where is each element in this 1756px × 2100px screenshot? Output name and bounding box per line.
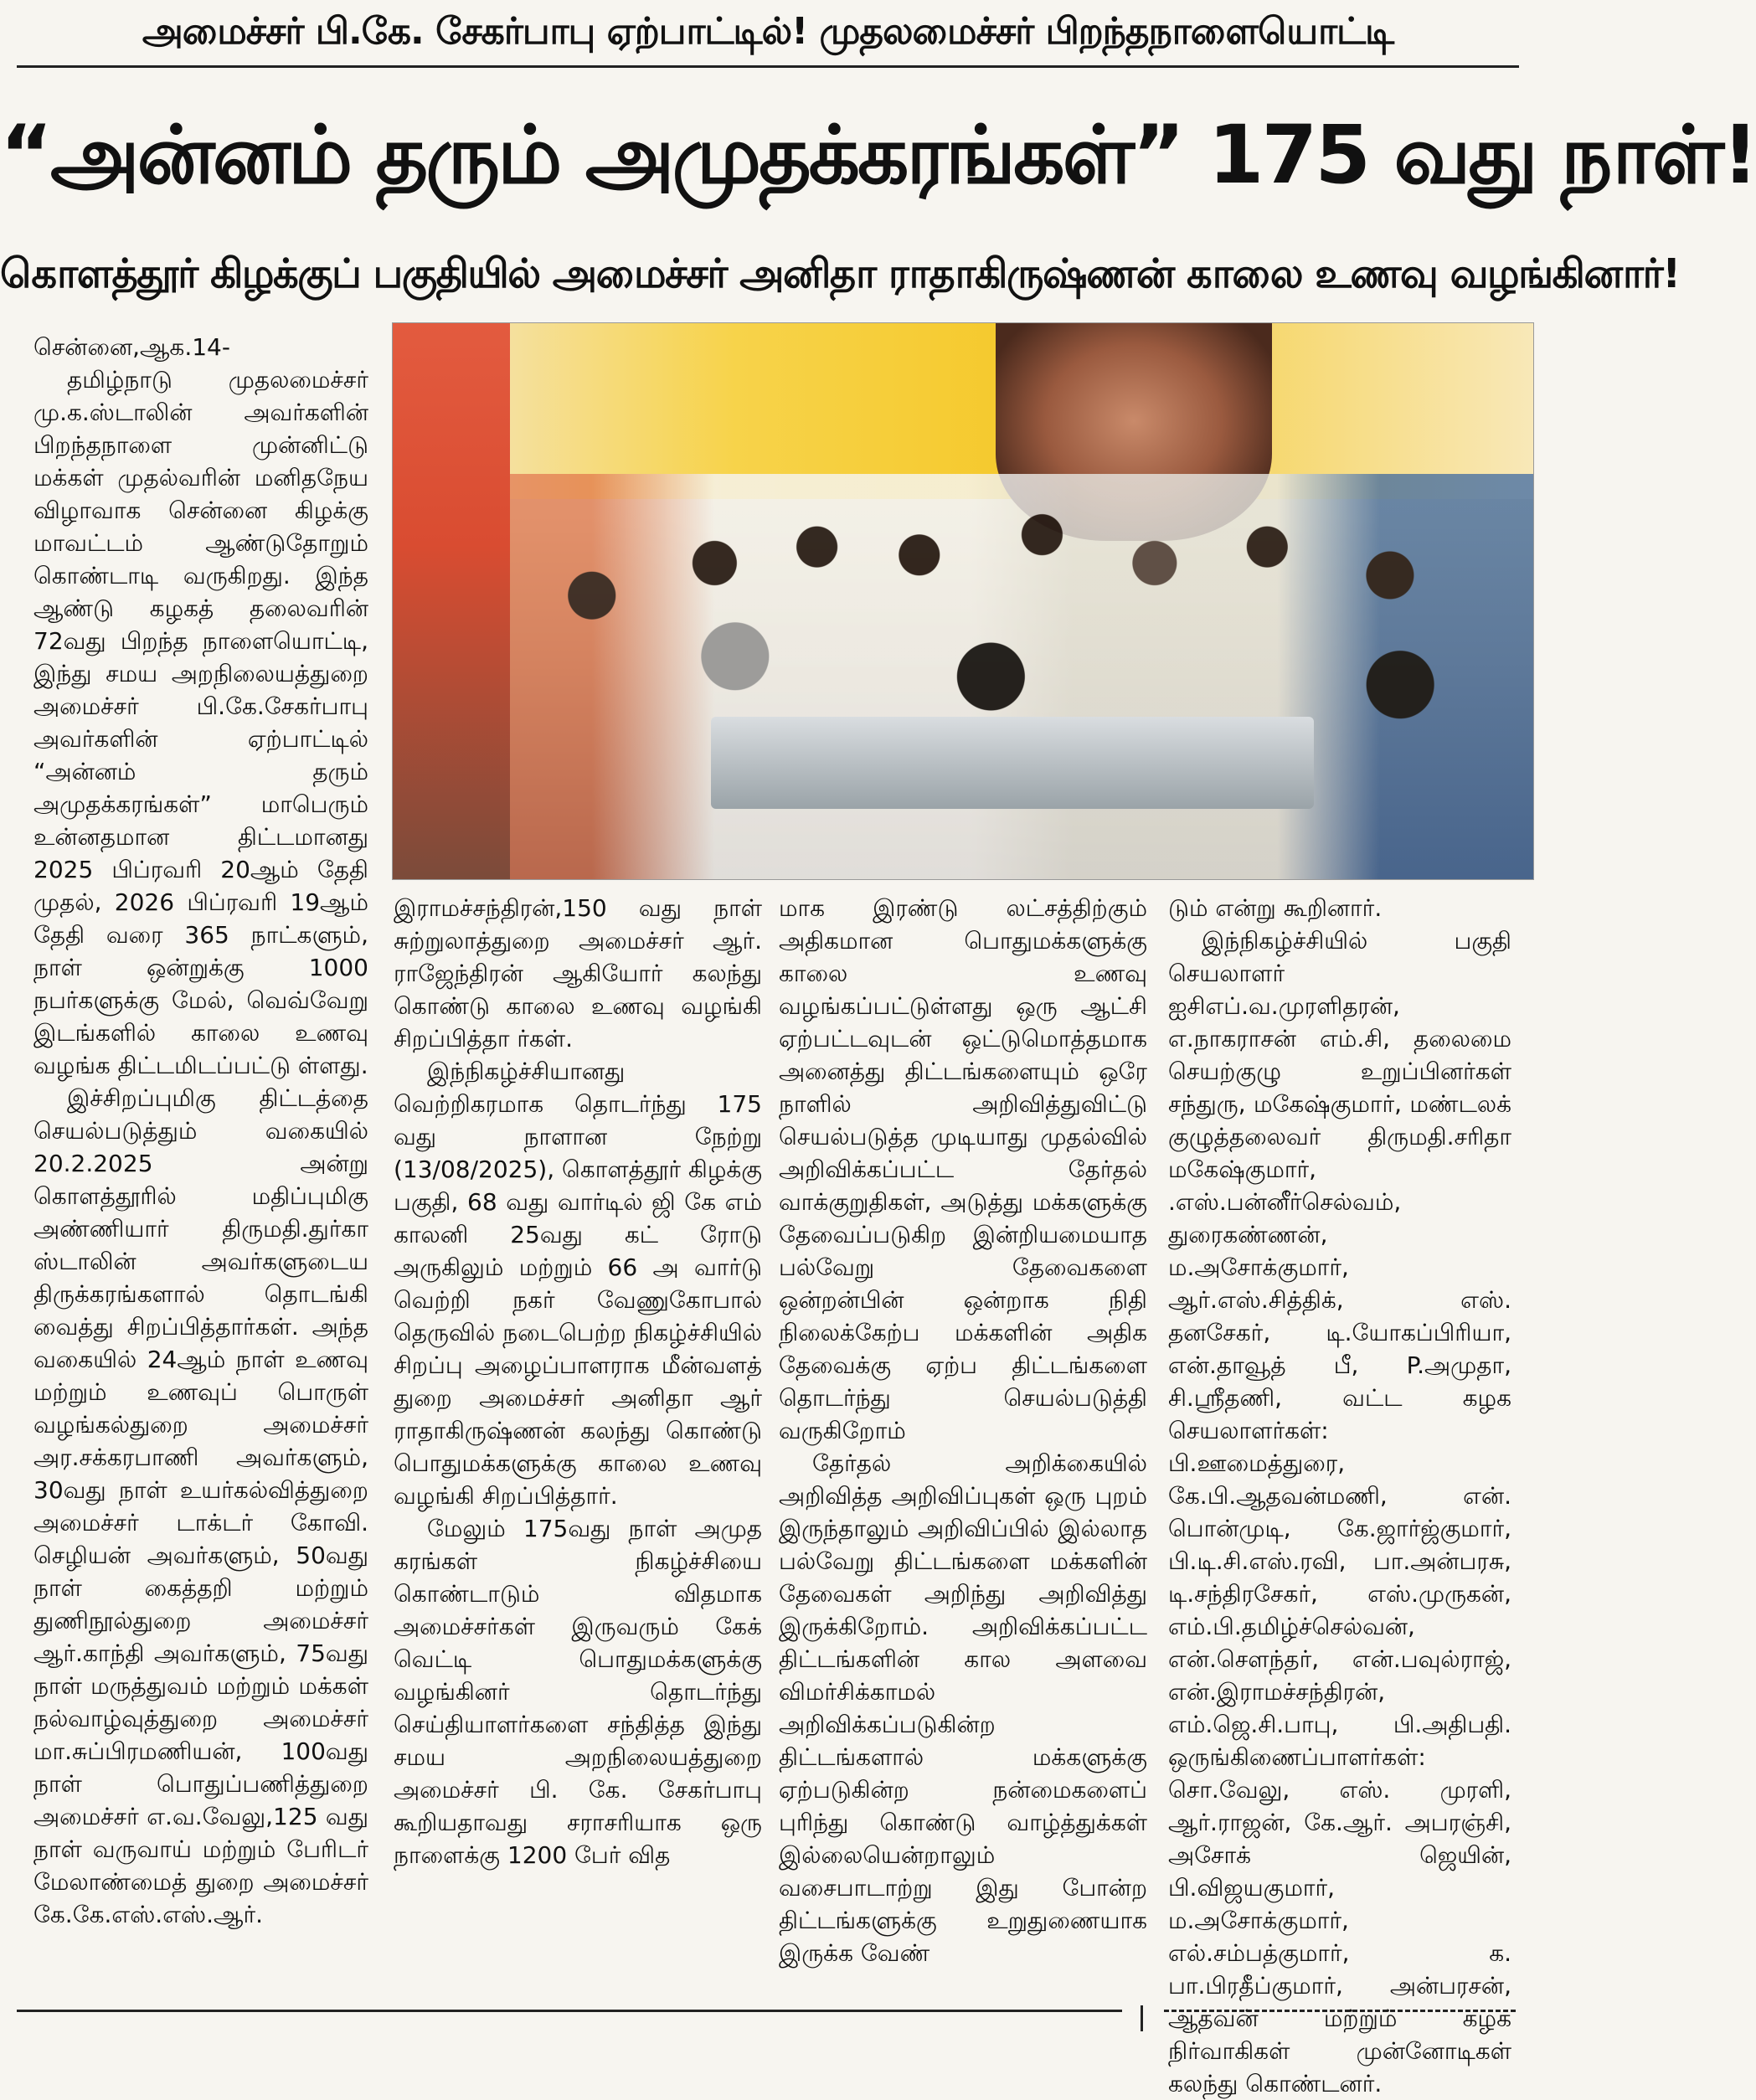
paragraph: மேலும் 175வது நாள் அமுத கரங்கள் நிகழ்ச்சியை கொண்டாடும் விதமாக அமைச்சர்கள் இருவரும் கேக் வெட்டி பொதுமக்களுக்கு வழங்கினர் தொடர்ந்து செய்தியாளர்களை சந்தித்த இந்து சமய அறநிலையத்துறை அமைச்சர் பி. கே. சேகர்பாபு கூறியதாவது சராசரியாக ஒரு நாளைக்கு 1200 பேர் வித <box>394 1515 762 1869</box>
paragraph: இராமச்சந்திரன்,150 வது நாள் சுற்றுலாத்துறை அமைச்சர் ஆர். ராஜேந்திரன் ஆகியோர் கலந்து கொண்டு காலை உணவு வழங்கி சிறப்பித்தா ர்கள். <box>394 894 762 1053</box>
sub-headline: கொளத்தூர் கிழக்குப் பகுதியில் அமைச்சர் அனிதா ராதாகிருஷ்ணன் காலை உணவு வழங்கினார்! <box>0 250 1680 297</box>
kicker-headline: அமைச்சர் பி.கே. சேகர்பாபு ஏற்பாட்டில்! முதலமைச்சர் பிறந்தநாளையொட்டி <box>142 10 1394 53</box>
paragraph: தேர்தல் அறிக்கையில் அறிவித்த அறிவிப்புகள் ஒரு புறம் இருந்தாலும் அறிவிப்பில் இல்லாத பல்வேறு திட்டங்களை மக்களின் தேவைகள் அறிந்து அறிவித்து இருக்கிறோம். அறிவிக்கப்பட்ட திட்டங்களின் கால அளவை விமர்சிக்காமல் அறிவிக்கப்படுகின்ற திட்டங்களால் மக்களுக்கு ஏற்படுகின்ற நன்மைகளைப் புரிந்து கொண்டு வாழ்த்துக்கள் இல்லையென்றாலும் வசைபாடாற்று இது போன்ற திட்டங்களுக்கு உறுதுணையாக இருக்க வேண் <box>779 1449 1147 1967</box>
article-column-2 <box>394 892 762 1964</box>
photo-wall <box>393 323 510 879</box>
article-column-4 <box>1168 892 1511 2097</box>
bottom-dashed-rule <box>1164 2010 1516 2012</box>
dateline: சென்னை,ஆக.14- <box>33 333 230 361</box>
event-photo <box>392 322 1534 880</box>
paragraph: டும் என்று கூறினார். <box>1168 894 1383 922</box>
bottom-separator <box>1141 2005 1143 2031</box>
photo-banner <box>393 323 1533 499</box>
paragraph: இச்சிறப்புமிகு திட்டத்தை செயல்படுத்தும் வகையில் 20.2.2025 அன்று கொளத்தூரில் மதிப்புமிகு அண்ணியார் திருமதி.துர்கா ஸ்டாலின் அவர்களுடைய திருக்கரங்களால் தொடங்கி வைத்து சிறப்பித்தார்கள். அந்த வகையில் 24ஆம் நாள் உணவு மற்றும் உணவுப் பொருள் வழங்கல்துறை அமைச்சர் அர.சக்கரபாணி அவர்களும், 30வது நாள் உயர்கல்வித்துறை அமைச்சர் டாக்டர் கோவி. செழியன் அவர்களும், 50வது நாள் கைத்தறி மற்றும் துணிநூல்துறை அமைச்சர் ஆர்.காந்தி அவர்களும், 75வது நாள் மருத்துவம் மற்றும் மக்கள் நல்வாழ்வுத்துறை அமைச்சர் மா.சுப்பிரமணியன், 100வது நாள் பொதுப்பணித்துறை அமைச்சர் எ.வ.வேலு,125 வது நாள் வருவாய் மற்றும் பேரிடர் மேலாண்மைத் துறை அமைச்சர் கே.கே.எஸ்.எஸ்.ஆர். <box>33 1084 368 1928</box>
article-column-3 <box>779 892 1147 1967</box>
paragraph: இந்நிகழ்ச்சியானது வெற்றிகரமாக தொடர்ந்து 175 வது நாளான நேற்று (13/08/2025), கொளத்தூர் கிழக்கு பகுதி, 68 வது வார்டில் ஜி கே எம் காலனி 25வது கட் ரோடு அருகிலும் மற்றும் 66 அ வார்டு வெற்றி நகர் வேணுகோபால் தெருவில் நடைபெற்ற நிகழ்ச்சியில் சிறப்பு அழைப்பாளராக மீன்வளத் துறை அமைச்சர் அனிதா ஆர் ராதாகிருஷ்ணன் கலந்து கொண்டு பொதுமக்களுக்கு காலை உணவு வழங்கி சிறப்பித்தார். <box>394 1058 763 1510</box>
article-column-1 <box>33 331 368 1964</box>
paragraph: இந்நிகழ்ச்சியில் பகுதி செயலாளர் ஐசிஎப்.வ.முரளிதரன், எ.நாகராசன் எம்.சி, தலைமை செயற்குழு உறுப்பினர்கள் சந்துரு, மகேஷ்குமார், மண்டலக் குழுத்தலைவர் திருமதி.சரிதா மகேஷ்குமார், .எஸ்.பன்னீர்செல்வம், துரைகண்ணன், ம.அசோக்குமார், ஆர்.எஸ்.சித்திக், எஸ். தனசேகர், டி.யோகப்பிரியா, என்.தாவூத் பீ, P.அமுதா, சி.ஸ்ரீதணி, வட்ட கழக செயலாளர்கள்: பி.ஊமைத்துரை, கே.பி.ஆதவன்மணி, என். பொன்முடி, கே.ஜார்ஜ்குமார், பி.டி.சி.எஸ்.ரவி, பா.அன்பரசு, டி.சந்திரசேகர், எஸ்.முருகன், எம்.பி.தமிழ்ச்செல்வன், என்.சௌந்தர், என்.பவுல்ராஜ், என்.இராமச்சந்திரன், எம்.ஜெ.சி.பாபு, பி.அதிபதி. ஒருங்கிணைப்பாளர்கள்: சொ.வேலு, எஸ். முரளி, ஆர்.ராஜன், கே.ஆர். அபரஞ்சி, அசோக் ஜெயின், பி.விஜயகுமார், ம.அசோக்குமார், எல்.சம்பத்குமார், க. பா.பிரதீப்குமார், அன்பரசன், ஆதவன் மற்றும் கழக நிர்வாகிகள் முன்னோடிகள் கலந்து கொண்டனர். <box>1168 927 1511 2097</box>
photo-crowd <box>510 474 1533 879</box>
main-headline: “அன்னம் தரும் அமுதக்கரங்கள்” 175 வது நாள்! <box>0 108 1756 202</box>
top-rule <box>17 65 1519 68</box>
paragraph: மாக இரண்டு லட்சத்திற்கும் அதிகமான பொதுமக்களுக்கு காலை உணவு வழங்கப்பட்டுள்ளது ஒரு ஆட்சி ஏற்பட்டவுடன் ஒட்டுமொத்தமாக அனைத்து திட்டங்களையும் ஒரே நாளில் அறிவித்துவிட்டு செயல்படுத்த முடியாது முதல்வில் அறிவிக்கப்பட்ட தேர்தல் வாக்குறுதிகள், அடுத்து மக்களுக்கு தேவைப்படுகிற இன்றியமையாத பல்வேறு தேவைகளை ஒன்றன்பின் ஒன்றாக நிதி நிலைக்கேற்ப மக்களின் அதிக தேவைக்கு ஏற்ப திட்டங்களை தொடர்ந்து செயல்படுத்தி வருகிறோம் <box>779 894 1147 1444</box>
paragraph: தமிழ்நாடு முதலமைச்சர் மு.க.ஸ்டாலின் அவர்களின் பிறந்தநாளை முன்னிட்டு மக்கள் முதல்வரின் மனிதநேய விழாவாக சென்னை கிழக்கு மாவட்டம் ஆண்டுதோறும் கொண்டாடி வருகிறது. இந்த ஆண்டு கழகத் தலைவரின் 72வது பிறந்த நாளையொட்டி, இந்து சமய அறநிலையத்துறை அமைச்சர் பி.கே.சேகர்பாபு அவர்களின் ஏற்பாட்டில் “அன்னம் தரும் அமுதக்கரங்கள்” மாபெரும் உன்னதமான திட்டமானது 2025 பிப்ரவரி 20ஆம் தேதி முதல், 2026 பிப்ரவரி 19ஆம் தேதி வரை 365 நாட்களும், நாள் ஒன்றுக்கு 1000 நபர்களுக்கு மேல், வெவ்வேறு இடங்களில் காலை உணவு வழங்க திட்டமிடப்பட்டு ள்ளது. <box>33 366 368 1079</box>
bottom-rule <box>17 2010 1122 2012</box>
photo-counter <box>711 717 1314 809</box>
